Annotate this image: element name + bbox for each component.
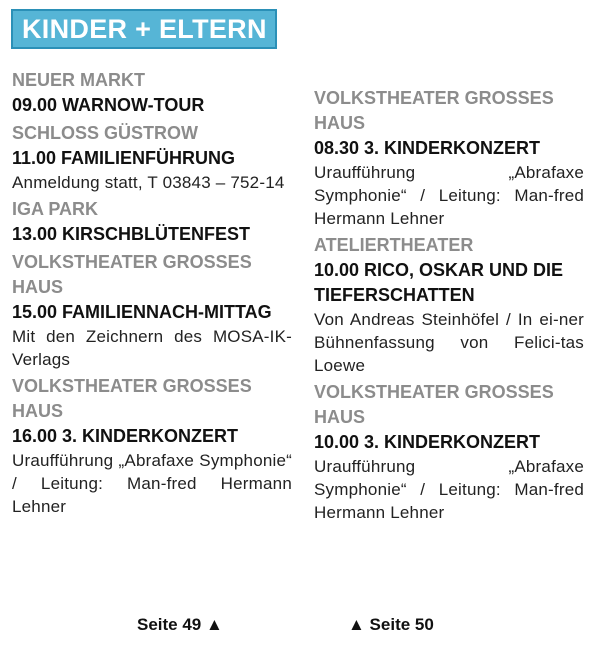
event-description: Von Andreas Steinhöfel / In ei-ner Bühnenfassung von Felici-tas Loewe <box>314 310 584 375</box>
page-reference-50[interactable]: ▲ Seite 50 <box>348 615 434 634</box>
event-description: Mit den Zeichnern des MOSA-IK-Verlags <box>12 327 292 369</box>
event-entry <box>314 233 584 377</box>
event-entry <box>12 68 292 118</box>
event-title: 08.30 3. KINDERKONZERT <box>314 138 541 158</box>
event-entry <box>12 121 292 194</box>
event-title: 10.00 3. KINDERKONZERT <box>314 432 541 452</box>
event-entry <box>314 380 584 524</box>
event-entry <box>314 86 584 230</box>
event-venue: IGA PARK <box>12 199 99 219</box>
event-description: Uraufführung „Abrafaxe Symphonie“ / Leitung: Man-fred Hermann Lehner <box>314 457 584 522</box>
event-title: 10.00 RICO, OSKAR UND DIE TIEFERSCHATTEN <box>314 260 564 305</box>
event-venue: SCHLOSS GÜSTROW <box>12 123 199 143</box>
event-description: Uraufführung „Abrafaxe Symphonie“ / Leitung: Man-fred Hermann Lehner <box>12 451 292 516</box>
section-header: KINDER + ELTERN <box>11 9 277 49</box>
event-title: 13.00 KIRSCHBLÜTENFEST <box>12 224 251 244</box>
right-column <box>314 86 584 527</box>
event-title: 11.00 FAMILIENFÜHRUNG <box>12 148 236 168</box>
event-venue: ATELIERTHEATER <box>314 235 474 255</box>
event-title: 15.00 FAMILIENNACH-MITTAG <box>12 302 272 322</box>
event-description: Anmeldung statt, T 03843 – 752-14 <box>12 173 285 192</box>
event-description: Uraufführung „Abrafaxe Symphonie“ / Leitung: Man-fred Hermann Lehner <box>314 163 584 228</box>
event-title: 16.00 3. KINDERKONZERT <box>12 426 239 446</box>
event-venue: NEUER MARKT <box>12 70 145 90</box>
event-entry <box>12 250 292 371</box>
event-title: 09.00 WARNOW-TOUR <box>12 95 205 115</box>
left-column <box>12 68 292 521</box>
event-venue: VOLKSTHEATER GROSSES HAUS <box>12 376 252 421</box>
event-venue: VOLKSTHEATER GROSSES HAUS <box>12 252 252 297</box>
event-entry <box>12 197 292 247</box>
event-venue: VOLKSTHEATER GROSSES HAUS <box>314 382 554 427</box>
event-entry <box>12 374 292 518</box>
page-reference-49[interactable]: Seite 49 ▲ <box>137 615 223 634</box>
event-venue: VOLKSTHEATER GROSSES HAUS <box>314 88 554 133</box>
